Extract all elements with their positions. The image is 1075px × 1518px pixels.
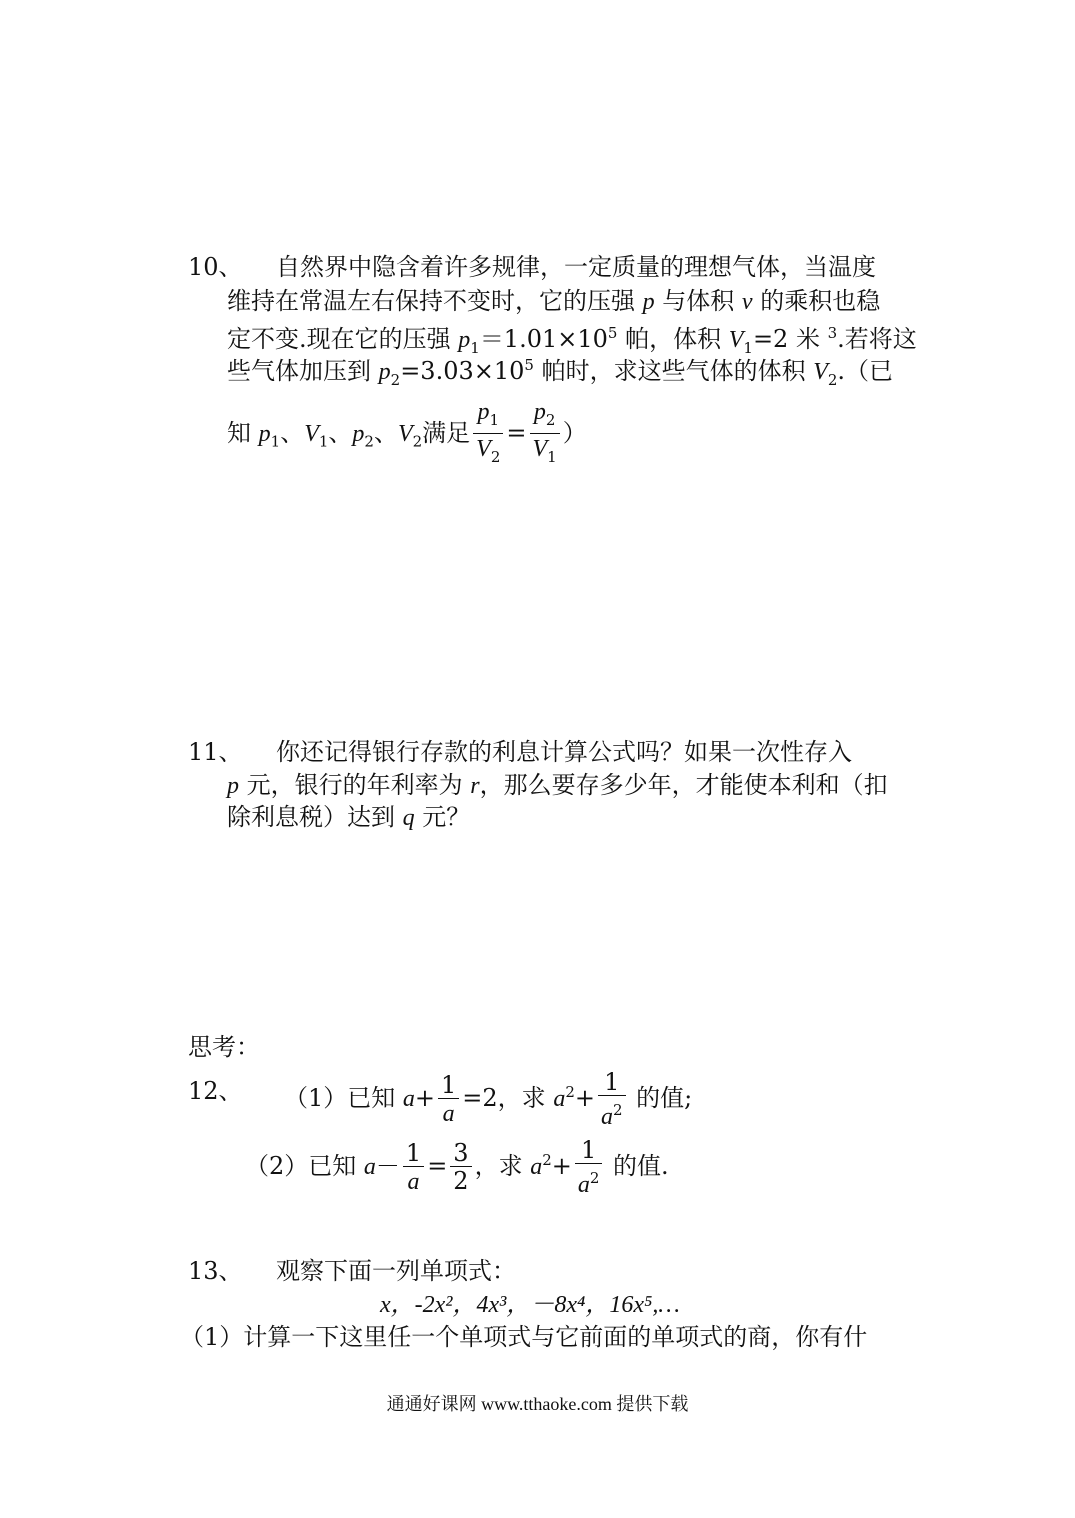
problem-12-number: 12、 <box>188 1077 243 1105</box>
problem-13-number: 13、 <box>188 1257 243 1285</box>
fraction-p1-over-v2: $\frac{p_1}{V_2}$ <box>473 398 503 471</box>
problem-11-line-1: 你还记得银行存款的利息计算公式吗？如果一次性存入 <box>276 738 852 766</box>
problem-12-part-1: （1）已知 a+ $\frac{1}{a}$ =2，求 $a^2+$ $\frac{1}{a^2}$ 的值; <box>284 1067 693 1130</box>
problem-10-line-4: 些气体加压到 $p_2=3.03\times 10^5$ 帕时，求这些气体的体积 $V_2$.（已 <box>227 356 894 389</box>
problem-10-line-1: 自然界中隐含着许多规律，一定质量的理想气体，当温度 <box>276 253 876 281</box>
problem-12-part-2: （2）已知 a－ $\frac{1}{a}$ = $\frac{3}{2}$ ，求 $a^2+$ $\frac{1}{a^2}$ 的值. <box>245 1135 669 1198</box>
problem-11-line-2: p 元，银行的年利率为 r，那么要存多少年，才能使本利和（扣 <box>227 771 888 799</box>
think-heading: 思考： <box>188 1033 260 1061</box>
problem-10-line-2: 维持在常温左右保持不变时，它的压强 p 与体积 v 的乘积也稳 <box>227 287 881 315</box>
problem-11-line-3: 除利息税）达到 q 元？ <box>227 803 471 831</box>
problem-13-line-3: （1）计算一下这里任一个单项式与它前面的单项式的商，你有什 <box>180 1323 868 1351</box>
problem-10-number: 10、 <box>188 253 243 281</box>
monomial-sequence: x，-2x²，4x³，－8x⁴，16x⁵,… <box>380 1292 680 1318</box>
problem-13-line-1: 观察下面一列单项式： <box>276 1257 516 1285</box>
problem-10-line-5: 知 $p_1$、$V_1$、$p_2$、$V_2$满足 $\frac{p_1}{V_2}$ = $\frac{p_2}{V_1}$ ） <box>227 398 587 472</box>
problem-10-line-3: 定不变.现在它的压强 $p_1=1.01\times 10^5$ 帕，体积 $V_1=2$ 米 $^3$.若将这 <box>227 324 917 357</box>
page-footer: 通通好课网 www.tthaoke.com 提供下载 <box>386 1394 689 1414</box>
fraction-p2-over-v1: $\frac{p_2}{V_1}$ <box>530 398 560 471</box>
problem-11-number: 11、 <box>188 738 243 766</box>
